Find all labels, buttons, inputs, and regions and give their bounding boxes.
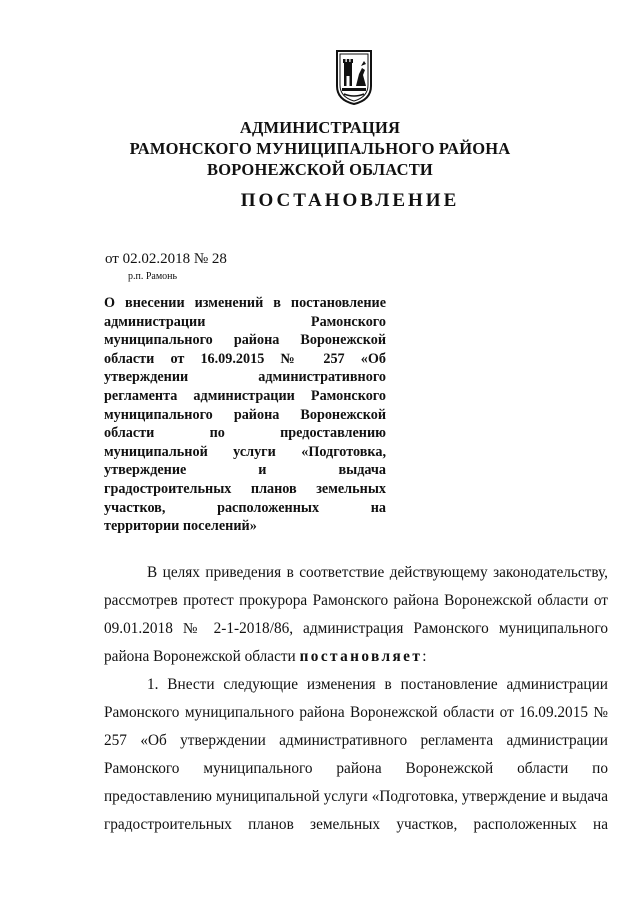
body-line: Рамонского муниципального района Воронежской области по <box>104 760 608 777</box>
body-line: 09.01.2018 № 2-1-2018/86, администрация Рамонского муниципального <box>104 620 608 637</box>
subject-line: участков, расположенных на <box>104 499 386 516</box>
subject-line: градостроительных планов земельных <box>104 480 386 497</box>
subject-line: муниципального района Воронежской <box>104 406 386 423</box>
document-body <box>104 559 608 839</box>
subject-line: области от 16.09.2015 № 257 «Об <box>104 350 386 367</box>
body-line: рассмотрев протест прокурора Рамонского района Воронежской области от <box>104 592 608 609</box>
document-type: ПОСТАНОВЛЕНИЕ <box>240 190 460 211</box>
document-date-number: от 02.02.2018 № 28 <box>105 251 227 267</box>
resolution-keyword: постановляет <box>299 648 423 665</box>
body-line: градостроительных планов земельных участков, расположенных на <box>104 816 608 833</box>
document-place: р.п. Рамонь <box>128 271 178 282</box>
body-text: района Воронежской области <box>104 648 300 665</box>
subject-line: администрации Рамонского <box>104 313 386 330</box>
body-text: : <box>422 648 427 665</box>
subject-line: утверждение и выдача <box>104 462 386 479</box>
subject-line: территории поселений» <box>104 518 257 535</box>
subject-line: муниципальной услуги «Подготовка, <box>104 443 386 460</box>
body-line: В целях приведения в соответствие действующему законодательству, <box>147 564 608 581</box>
subject-line: области по предоставлению <box>104 425 386 442</box>
issuer-line-2: РАМОНСКОГО МУНИЦИПАЛЬНОГО РАЙОНА <box>129 139 511 158</box>
subject-line: утверждении административного <box>104 369 386 386</box>
subject-line: муниципального района Воронежской <box>104 332 386 349</box>
body-line: 1. Внести следующие изменения в постановление администрации <box>147 676 608 693</box>
issuer-line-3: ВОРОНЕЖСКОЙ ОБЛАСТИ <box>207 160 433 179</box>
subject-line: О внесении изменений в постановление <box>104 295 386 311</box>
body-line <box>104 643 608 671</box>
issuer-line-1: АДМИНИСТРАЦИЯ <box>239 118 401 137</box>
coat-of-arms-icon <box>334 48 374 106</box>
body-line: Рамонского муниципального района Воронежской области от 16.09.2015 № <box>104 704 608 721</box>
document-subject <box>104 294 386 536</box>
body-line: предоставлению муниципальной услуги «Подготовка, утверждение и выдача <box>104 788 608 805</box>
body-line: 257 «Об утверждении административного регламента администрации <box>104 732 608 749</box>
subject-line: регламента администрации Рамонского <box>104 387 386 404</box>
